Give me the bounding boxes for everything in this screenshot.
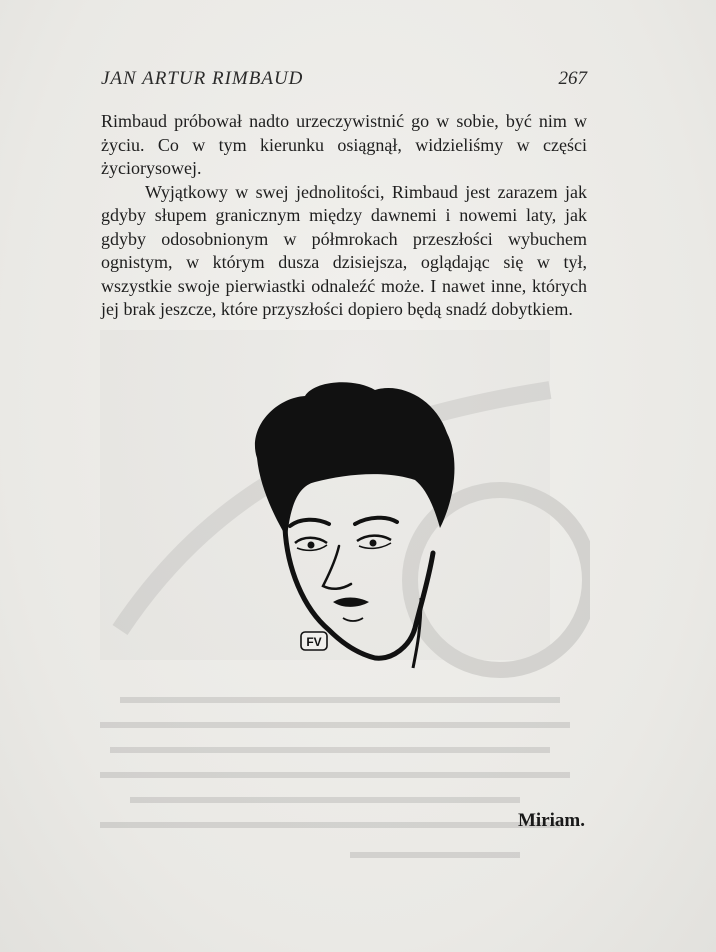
page-number: 267 [558,68,587,89]
portrait-left-eye [308,542,315,549]
running-title: JAN ARTUR RIMBAUD [101,68,304,89]
portrait-left-brow [290,520,329,526]
portrait-right-eye [370,540,377,547]
running-head [101,68,587,94]
body-text [101,110,587,322]
portrait-nose [323,546,351,589]
portrait-hair [255,382,455,538]
paragraph-1: Rimbaud próbował nadto urzeczywistnić go w sobie, być nim w życiu. Co w tym kierunku osiągnął, widzieliśmy w części życiorysowej. [101,111,587,178]
author-signature: Miriam. [517,810,585,831]
portrait-mouth [333,598,369,607]
paragraph-2: Wyjątkowy w swej jednolitości, Rimbaud jest zarazem jak gdyby słupem granicznym między dawnemi i nowemi laty, jak gdyby odosobnionym w półmrokach przeszłości wybuchem ognistym, w którym dusza dzisiejsza, oglądając się w tył, wszystkie swoje pierwiastki odnaleźć może. I nawet inne, których jej brak jeszcze, które przyszłości dopiero będą snadź dobytkiem. [101,181,587,319]
portrait-right-brow [355,518,397,524]
portrait-woodcut [235,378,465,670]
artist-monogram: FV [306,635,322,649]
